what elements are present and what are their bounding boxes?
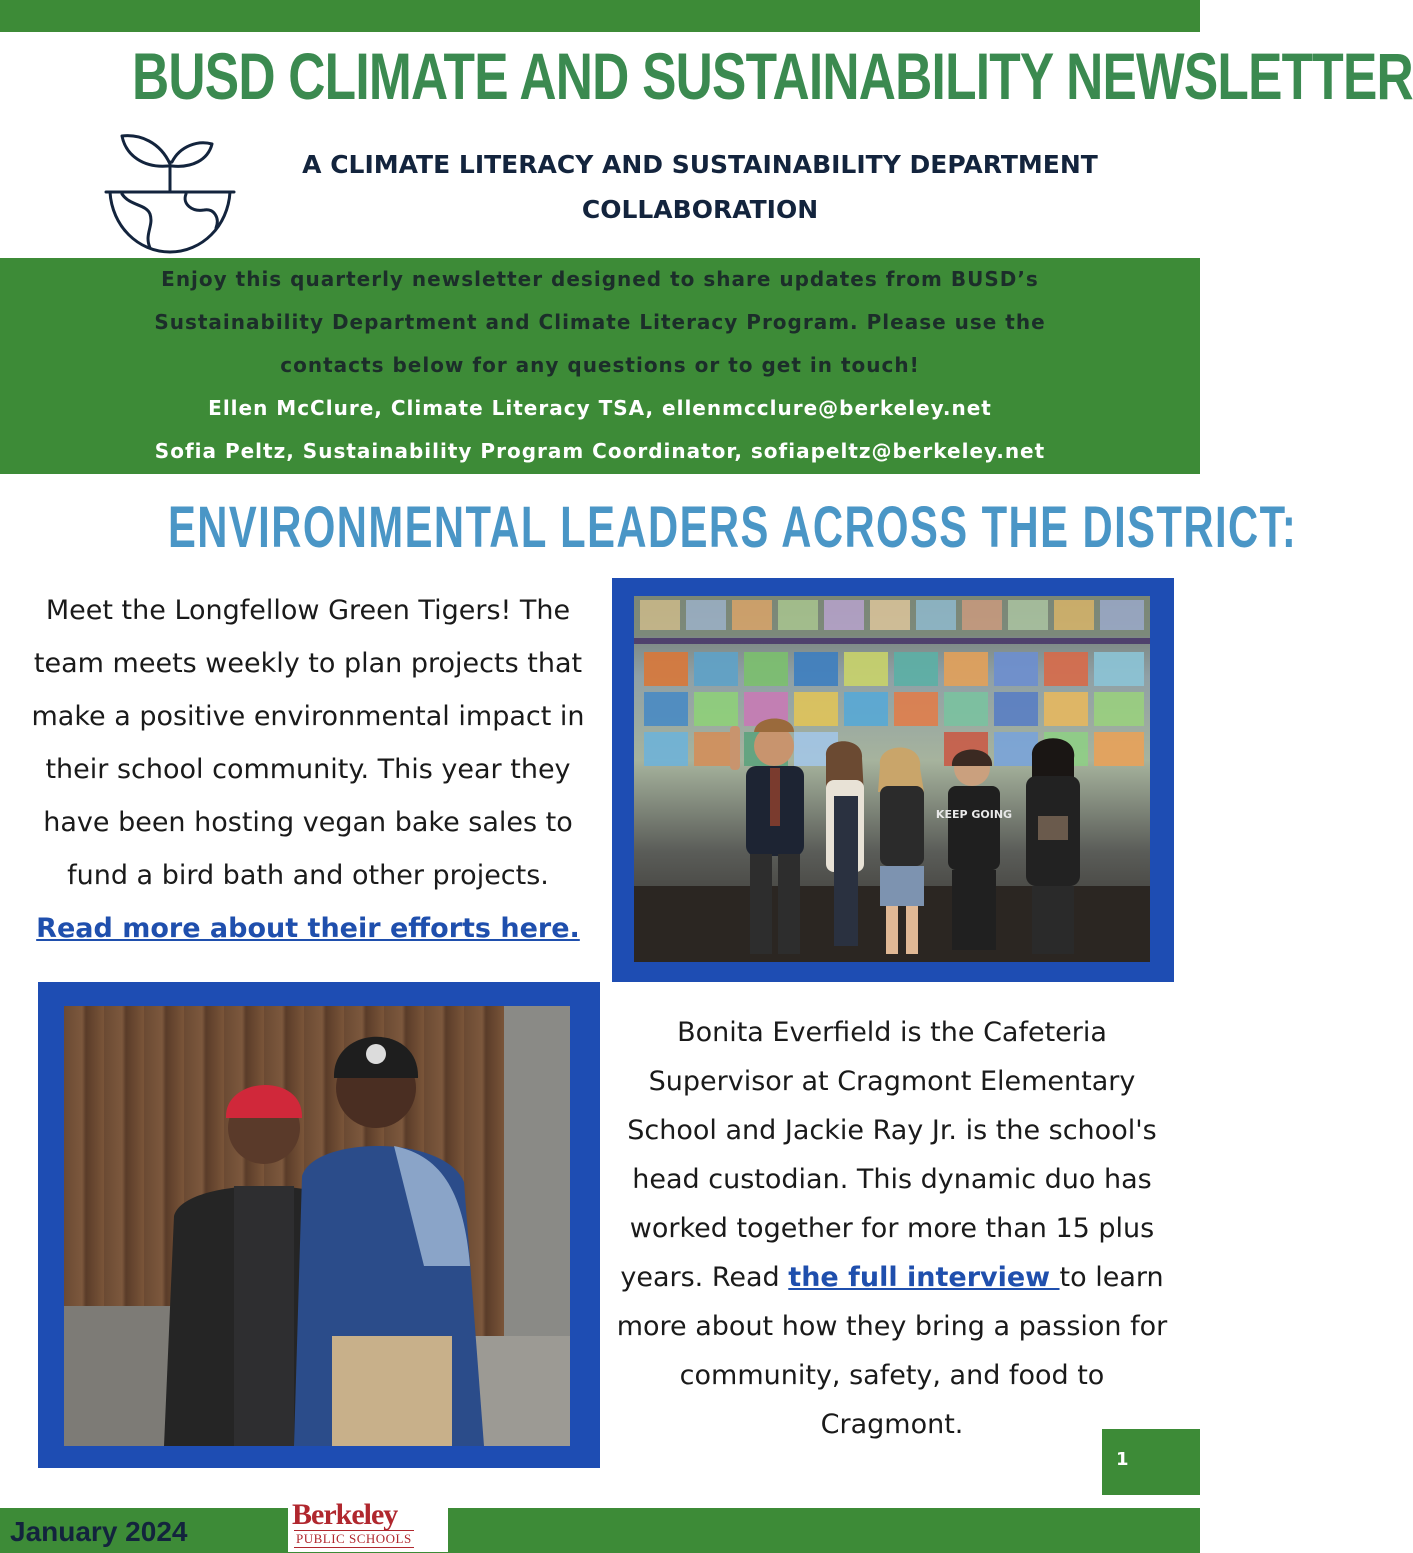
story2-line: School and Jackie Ray Jr. is the school's xyxy=(627,1115,1157,1146)
intro-line-1: Enjoy this quarterly newsletter designed to share updates from BUSD’s xyxy=(161,267,1039,291)
cragmont-duo-photo-art xyxy=(64,1006,570,1446)
contact-sofia: Sofia Peltz, Sustainability Program Coordinator, sofiapeltz@berkeley.net xyxy=(154,439,1046,463)
photo-shirt-text: KEEP GOING xyxy=(935,808,1013,821)
story2-line: community, safety, and food to xyxy=(679,1360,1105,1391)
logo-berkeley-text: Berkeley xyxy=(292,1498,398,1531)
cragmont-duo-photo xyxy=(64,1006,570,1446)
newsletter-title: BUSD CLIMATE AND SUSTAINABILITY NEWSLETTER xyxy=(132,39,1413,113)
subtitle-line-2: COLLABORATION xyxy=(581,195,819,224)
story2-line-prefix: years. Read xyxy=(620,1262,789,1293)
story1-line: fund a bird bath and other projects. xyxy=(67,860,549,891)
story1-read-more-link[interactable]: Read more about their efforts here. xyxy=(36,913,580,944)
section-heading: ENVIRONMENTAL LEADERS ACROSS THE DISTRICT: xyxy=(167,495,1298,560)
top-green-bar xyxy=(0,0,1200,32)
intro-line-3: contacts below for any questions or to get in touch! xyxy=(280,353,920,377)
page-number: 1 xyxy=(1116,1449,1129,1470)
cragmont-duo-photo-frame xyxy=(38,982,600,1468)
story1-text xyxy=(14,584,602,955)
story2-line: Supervisor at Cragmont Elementary xyxy=(648,1066,1136,1097)
footer-date: January 2024 xyxy=(10,1516,188,1547)
berkeley-public-schools-logo xyxy=(288,1500,448,1552)
story2-line-with-link xyxy=(600,1253,1184,1302)
contact-ellen: Ellen McClure, Climate Literacy TSA, ellenmcclure@berkeley.net xyxy=(208,396,992,420)
intro-band xyxy=(0,258,1200,474)
story1-line: team meets weekly to plan projects that xyxy=(33,648,583,679)
story2-line: head custodian. This dynamic duo has xyxy=(632,1164,1152,1195)
story2-line: Bonita Everfield is the Cafeteria xyxy=(677,1017,1107,1048)
story1-line: make a positive environmental impact in xyxy=(31,701,585,732)
green-tigers-photo-art xyxy=(634,596,1150,962)
story2-full-interview-link[interactable]: the full interview xyxy=(788,1262,1060,1293)
subtitle xyxy=(250,142,1150,232)
story2-line-suffix: to learn xyxy=(1059,1262,1164,1293)
story2-line: Cragmont. xyxy=(820,1409,964,1440)
plant-globe-icon xyxy=(100,122,240,256)
story2-text xyxy=(600,1008,1184,1449)
story2-line: more about how they bring a passion for xyxy=(616,1311,1168,1342)
story1-line: Meet the Longfellow Green Tigers! The xyxy=(45,595,571,626)
story1-line: their school community. This year they xyxy=(45,754,571,785)
story2-line: worked together for more than 15 plus xyxy=(629,1213,1155,1244)
logo-public-schools-text: PUBLIC SCHOOLS xyxy=(296,1531,412,1546)
intro-line-2: Sustainability Department and Climate Literacy Program. Please use the xyxy=(154,310,1046,334)
subtitle-line-1: A CLIMATE LITERACY AND SUSTAINABILITY DEPARTMENT xyxy=(302,150,1098,179)
page-number-box xyxy=(1102,1429,1200,1495)
story1-line: have been hosting vegan bake sales to xyxy=(43,807,573,838)
green-tigers-photo-frame xyxy=(612,578,1174,982)
green-tigers-photo xyxy=(634,596,1150,962)
